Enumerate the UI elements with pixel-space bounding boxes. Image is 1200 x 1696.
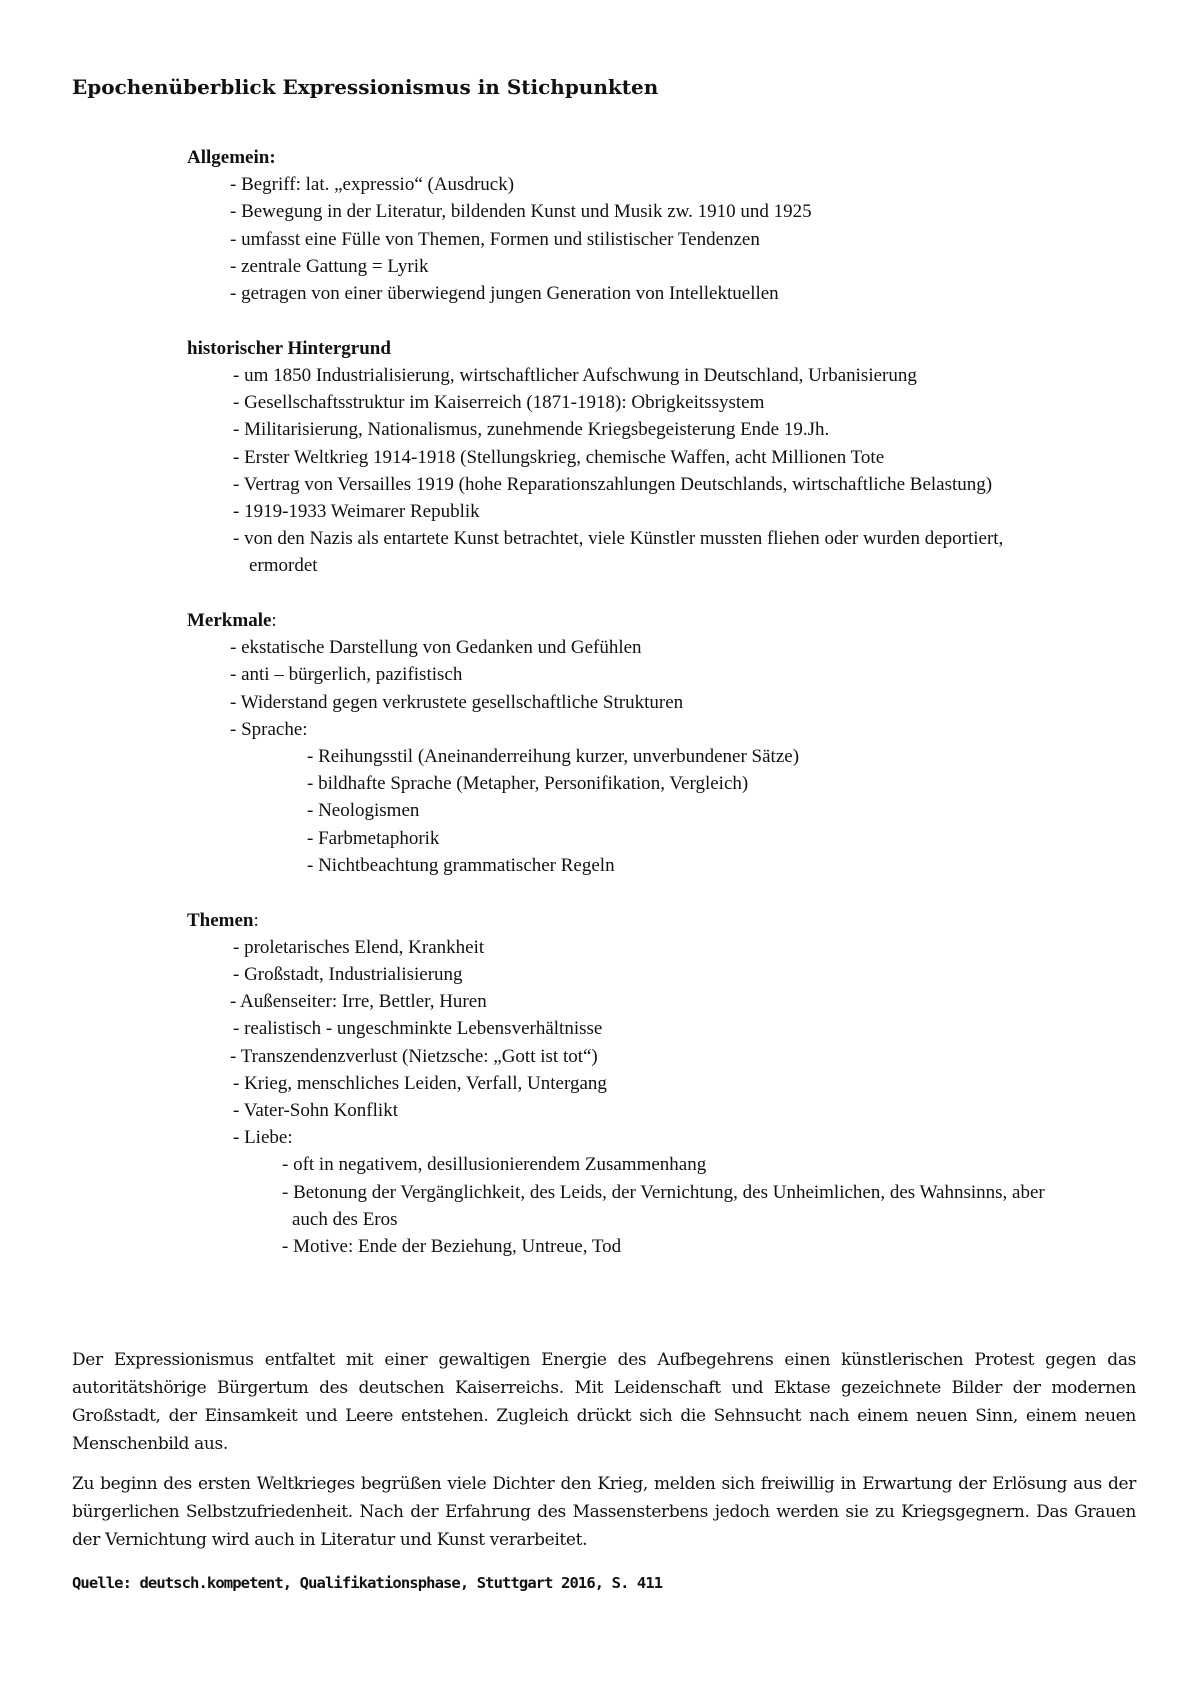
list-item: - realistisch - ungeschminkte Lebensverhältnisse — [233, 1018, 603, 1040]
list-item: - 1919-1933 Weimarer Republik — [233, 500, 480, 522]
bullet-list — [187, 634, 1047, 879]
list-item: - proletarisches Elend, Krankheit — [233, 936, 485, 958]
heading-text: Merkmale — [187, 610, 272, 632]
list-item: - Vater-Sohn Konflikt — [233, 1099, 398, 1121]
sub-list-item: - Betonung der Vergänglichkeit, des Leids, der Vernichtung, des Unheimlichen, des Wahnsinns, aber auch des Eros — [282, 1181, 1045, 1230]
heading-colon: : — [271, 610, 277, 632]
section-merkmale — [187, 607, 1047, 879]
section-heading — [187, 607, 1047, 634]
bullet-list — [187, 934, 1047, 1260]
document-title: Epochenüberblick Expressionismus in Stichpunkten — [72, 75, 659, 99]
section-heading — [187, 144, 1047, 171]
list-item: - Krieg, menschliches Leiden, Verfall, Untergang — [233, 1072, 607, 1094]
sub-list-item: - bildhafte Sprache (Metapher, Personifikation, Vergleich) — [307, 773, 749, 795]
source-citation: Quelle: deutsch.kompetent, Qualifikationsphase, Stuttgart 2016, S. 411 — [72, 1574, 663, 1592]
list-item: - anti – bürgerlich, pazifistisch — [230, 664, 463, 686]
heading-colon: : — [253, 909, 259, 931]
sub-list-item: - oft in negativem, desillusionierendem Zusammenhang — [282, 1154, 707, 1176]
list-item: - Transzendenzverlust (Nietzsche: „Gott ist tot“) — [230, 1045, 598, 1067]
heading-text: Allgemein: — [187, 147, 276, 168]
list-item: - umfasst eine Fülle von Themen, Formen und stilistischer Tendenzen — [230, 228, 760, 250]
list-item: - Sprache: — [230, 718, 308, 740]
list-item: - Begriff: lat. „expressio“ (Ausdruck) — [230, 174, 515, 196]
list-item: - von den Nazis als entartete Kunst betrachtet, viele Künstler mussten fliehen oder wurden deportiert, ermordet — [233, 528, 1004, 577]
section-historischer-hintergrund — [187, 335, 1047, 580]
list-item: - Großstadt, Industrialisierung — [233, 963, 463, 985]
sub-list-item: - Reihungsstil (Aneinanderreihung kurzer, unverbundener Sätze) — [307, 746, 800, 768]
list-item: - Liebe: — [233, 1127, 293, 1149]
section-themen — [187, 907, 1047, 1261]
paragraph: Zu beginn des ersten Weltkrieges begrüßen viele Dichter den Krieg, melden sich freiwillig in Erwartung der Erlösung aus der bürgerlichen Selbstzufriedenheit. Nach der Erfahrung des Massensterbens jedoch werden sie zu Kriegsgegnern. Das Grauen der Vernichtung wird auch in Literatur und Kunst verarbeitet. — [72, 1474, 1136, 1550]
sub-list-item: - Neologismen — [307, 800, 420, 822]
body-text — [72, 1346, 1136, 1566]
list-item: - Widerstand gegen verkrustete gesellschaftliche Strukturen — [230, 691, 684, 713]
list-item: - zentrale Gattung = Lyrik — [230, 255, 429, 277]
list-item: - ekstatische Darstellung von Gedanken und Gefühlen — [230, 637, 642, 659]
list-item: - getragen von einer überwiegend jungen Generation von Intellektuellen — [230, 283, 779, 304]
list-item: - Erster Weltkrieg 1914-1918 (Stellungskrieg, chemische Waffen, acht Millionen Tote — [233, 446, 885, 468]
heading-text: Themen — [187, 909, 254, 931]
sub-list-item: - Nichtbeachtung grammatischer Regeln — [307, 854, 615, 876]
outline — [187, 144, 1047, 1288]
list-item: - um 1850 Industrialisierung, wirtschaftlicher Aufschwung in Deutschland, Urbanisierung — [233, 364, 917, 386]
section-heading — [187, 335, 1047, 362]
list-item: - Gesellschaftsstruktur im Kaiserreich (1871-1918): Obrigkeitssystem — [233, 392, 765, 414]
section-allgemein — [187, 144, 1047, 307]
sub-list-item: - Farbmetaphorik — [307, 827, 440, 849]
list-item: - Außenseiter: Irre, Bettler, Huren — [230, 991, 487, 1013]
list-item: - Bewegung in der Literatur, bildenden Kunst und Musik zw. 1910 und 1925 — [230, 201, 812, 223]
bullet-list — [187, 171, 1047, 307]
bullet-list — [187, 362, 1047, 580]
paragraph: Der Expressionismus entfaltet mit einer gewaltigen Energie des Aufbegehrens einen künstlerischen Protest gegen das autoritätshörige Bürgertum des deutschen Kaiserreichs. Mit Leidenschaft und Ektase gezeichnete Bilder der modernen Großstadt, der Einsamkeit und Leere entstehen. Zugleich drückt sich die Sehnsucht nach einem neuen Sinn, einem neuen Menschenbild aus. — [72, 1350, 1136, 1454]
heading-text: historischer Hintergrund — [187, 337, 391, 359]
list-item: - Vertrag von Versailles 1919 (hohe Reparationszahlungen Deutschlands, wirtschaftliche Belastung) — [233, 473, 993, 495]
section-heading — [187, 907, 1047, 934]
list-item: - Militarisierung, Nationalismus, zunehmende Kriegsbegeisterung Ende 19.Jh. — [233, 419, 830, 441]
sub-list-item: - Motive: Ende der Beziehung, Untreue, Tod — [282, 1235, 622, 1257]
